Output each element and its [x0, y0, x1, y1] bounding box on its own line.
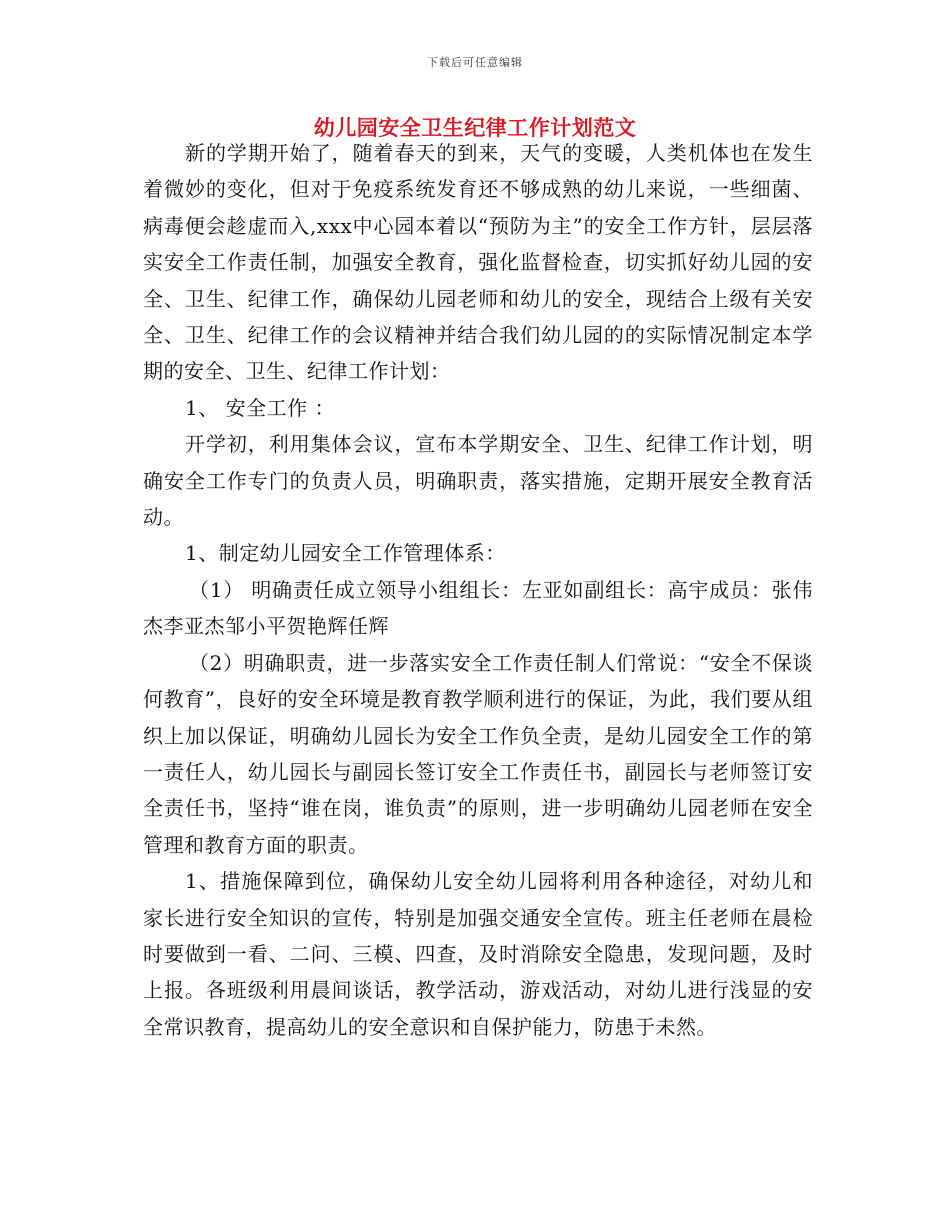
paragraph-responsibility-group: （1） 明确责任成立领导小组组长：左亚如副组长：高宇成员：张伟杰李亚杰邹小平贺艳辉任辉 [143, 577, 813, 639]
subheading-management-system: 1、制定幼儿园安全工作管理体系： [185, 541, 506, 566]
document-title: 幼儿园安全卫生纪律工作计划范文 [313, 115, 637, 140]
paragraph-clear-duties: （2）明确职责，进一步落实安全工作责任制人们常说：“安全不保谈何教育”，良好的安全环境是教育教学顺利进行的保证，为此，我们要从组织上加以保证，明确幼儿园长为安全工作负全责，是幼儿园安全工作的第一责任人，幼儿园长与副园长签订安全工作责任书，副园长与老师签订安全责任书，坚持“谁在岗，谁负责”的原则，进一步明确幼儿园老师在安全管理和教育方面的职责。 [143, 650, 813, 857]
paragraph-semester-start: 开学初，利用集体会议，宣布本学期安全、卫生、纪律工作计划，明确安全工作专门的负责人员，明确职责，落实措施，定期开展安全教育活动。 [143, 432, 813, 530]
document-body [143, 135, 813, 1045]
intro-paragraph: 新的学期开始了，随着春天的到来，天气的变暖，人类机体也在发生着微妙的变化，但对于免疫系统发育还不够成熟的幼儿来说，一些细菌、病毒便会趁虚而入,xxx中心园本着以“预防为主”的安全工作方针，层层落实安全工作责任制，加强安全教育，强化监督检查，切实抓好幼儿园的安全、卫生、纪律工作，确保幼儿园老师和幼儿的安全，现结合上级有关安全、卫生、纪律工作的会议精神并结合我们幼儿园的的实际情况制定本学期的安全、卫生、纪律工作计划： [143, 141, 813, 384]
header-note: 下载后可任意编辑 [427, 56, 523, 69]
section-heading-safety: 1、 安全工作 ： [185, 395, 335, 420]
paragraph-measures: 1、措施保障到位，确保幼儿安全幼儿园将利用各种途径，对幼儿和家长进行安全知识的宣传，特别是加强交通安全宣传。班主任老师在晨检时要做到一看、二问、三模、四查，及时消除安全隐患，发现问题，及时上报。各班级利用晨间谈话，教学活动，游戏活动，对幼儿进行浅显的安全常识教育，提高幼儿的安全意识和自保护能力，防患于未然。 [143, 869, 813, 1039]
